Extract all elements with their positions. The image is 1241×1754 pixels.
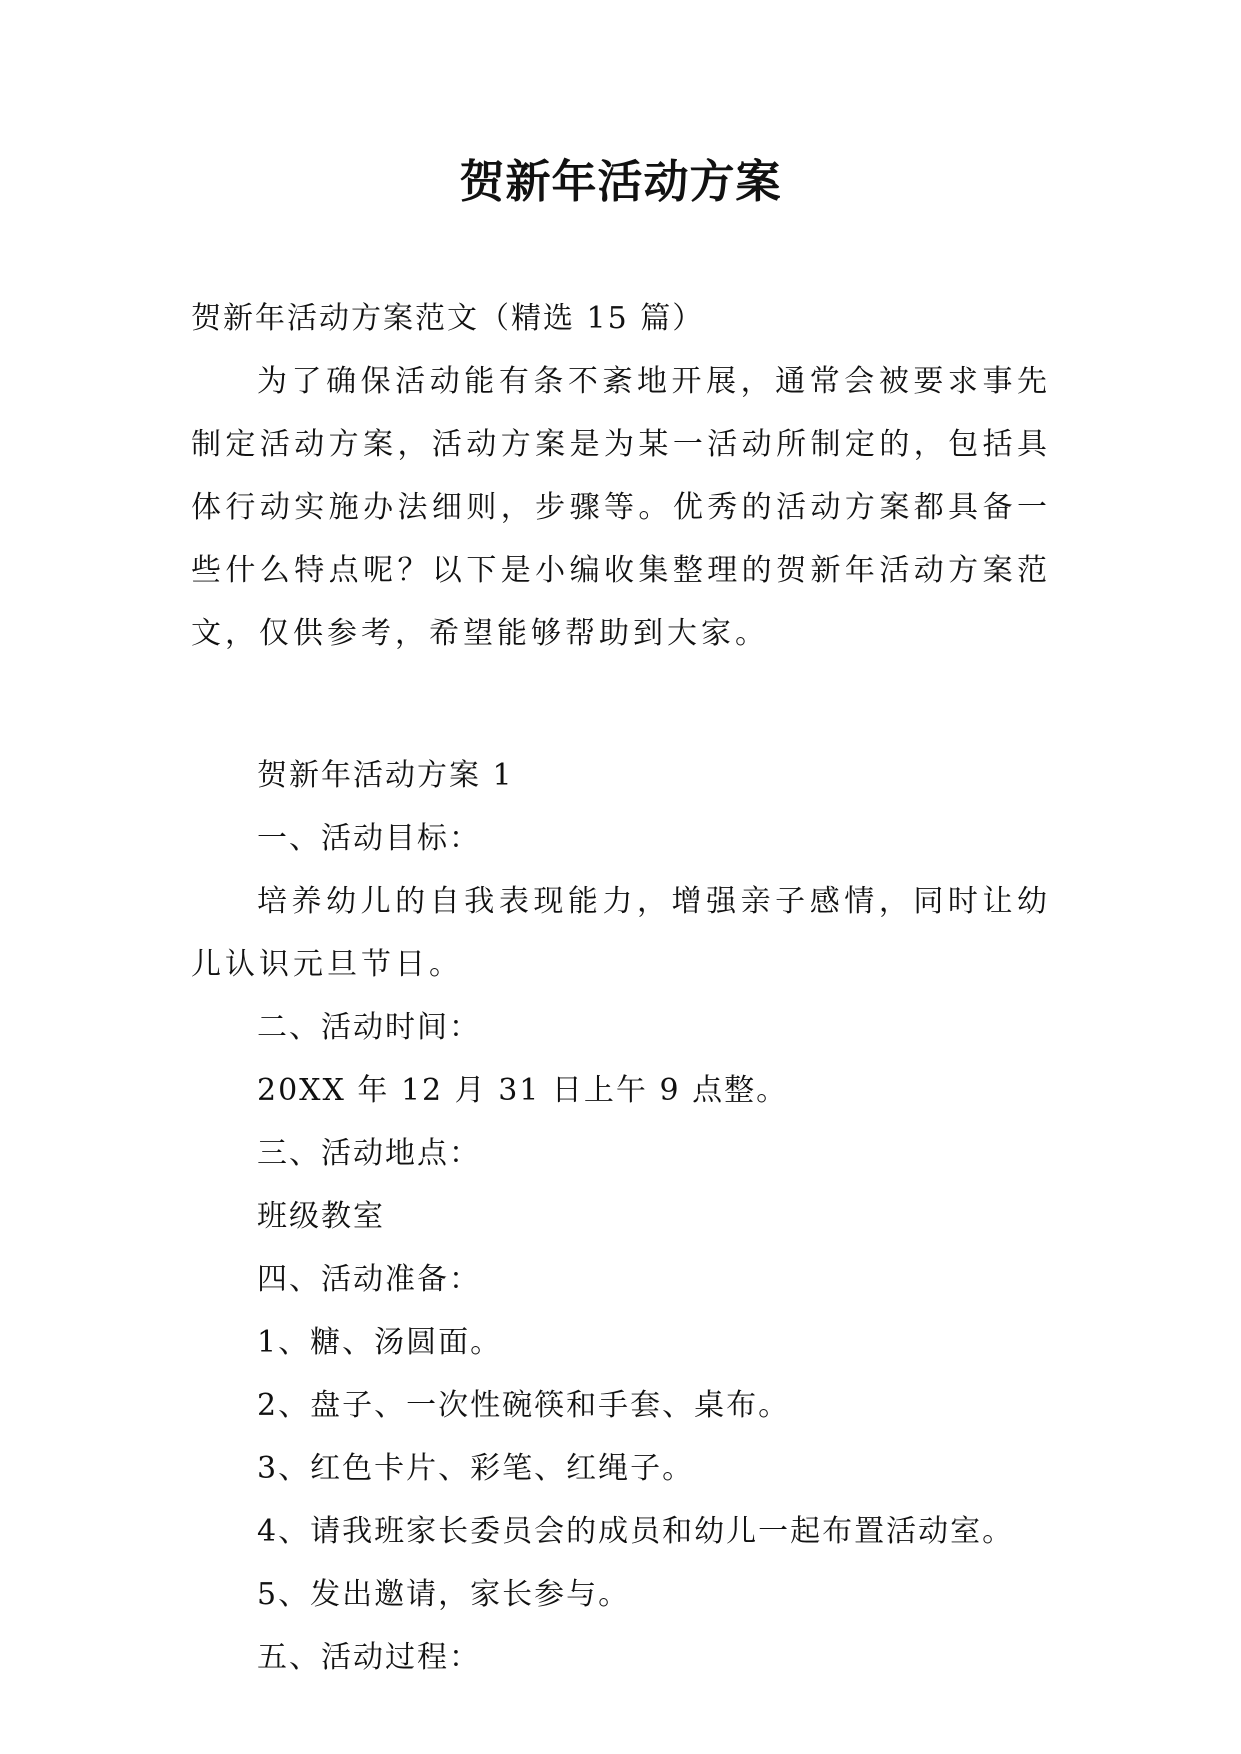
document-body <box>191 287 1051 1689</box>
prep-item: 4、请我班家长委员会的成员和幼儿一起布置活动室。 <box>257 1514 1015 1549</box>
prep-item: 3、红色卡片、彩笔、红绳子。 <box>257 1451 695 1486</box>
place-heading: 三、活动地点： <box>257 1136 481 1171</box>
time-text: 20XX 年 12 月 31 日上午 9 点整。 <box>257 1073 789 1108</box>
prep-heading: 四、活动准备： <box>257 1262 481 1297</box>
time-heading: 二、活动时间： <box>257 1010 481 1045</box>
subtitle: 贺新年活动方案范文（精选 15 篇） <box>191 301 705 336</box>
prep-item: 2、盘子、一次性碗筷和手套、桌布。 <box>257 1388 791 1423</box>
place-text: 班级教室 <box>257 1199 385 1234</box>
goal-paragraph: 培养幼儿的自我表现能力，增强亲子感情，同时让幼儿认识元旦节日。 <box>191 884 1051 982</box>
process-heading: 五、活动过程： <box>257 1640 481 1675</box>
prep-item: 5、发出邀请，家长参与。 <box>257 1577 631 1612</box>
page-title: 贺新年活动方案 <box>459 155 782 208</box>
prep-item: 1、糖、汤圆面。 <box>257 1325 503 1360</box>
section-heading: 贺新年活动方案 1 <box>257 758 514 793</box>
spacer <box>191 665 1051 744</box>
intro-paragraph: 为了确保活动能有条不紊地开展，通常会被要求事先制定活动方案，活动方案是为某一活动所制定的，包括具体行动实施办法细则，步骤等。优秀的活动方案都具备一些什么特点呢？以下是小编收集整理的贺新年活动方案范文，仅供参考，希望能够帮助到大家。 <box>191 364 1051 651</box>
goal-heading: 一、活动目标： <box>257 821 481 856</box>
